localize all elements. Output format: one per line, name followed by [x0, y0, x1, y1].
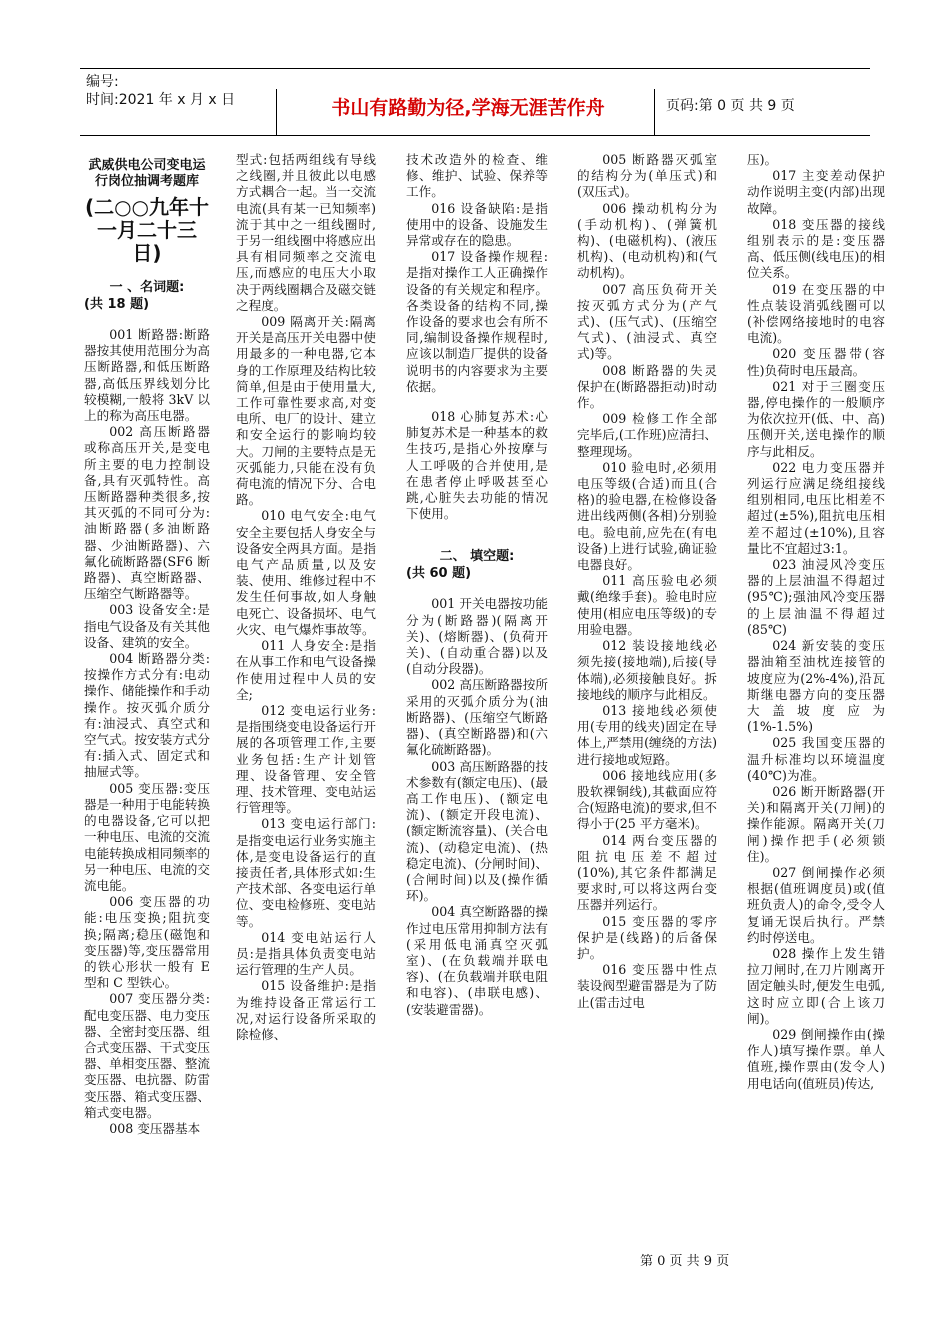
paragraph: 001 开关电器按功能分为(断路器)(隔离开关)、(熔断器)、(负荷开关)、(自动重合器)以及(自动分段器)。: [406, 596, 548, 677]
header-divider: [654, 89, 655, 135]
paragraph: 012 装设接地线必须先接(接地端),后接(导体端),必须接触良好。拆接地线的顺序与此相反。: [577, 638, 717, 702]
paragraph: 025 我国变压器的温升标准均以环境温度(40℃)为准。: [747, 735, 885, 783]
paragraph: 009 隔离开关:隔离开关是高压开关电器中使用最多的一种电器,它本身的工作原理及结构比较简单,但是由于使用量大,工作可靠性要求高,对变电所、电厂的设计、建立和安全运行的影响均较大。刀闸的主要特点是无灭弧能力,只能在没有负荷电流的情况下分、合电路。: [236, 314, 376, 508]
header-motto: 书山有路勤为径,学海无涯苦作舟: [331, 97, 605, 119]
paragraph: 011 人身安全:是指在从事工作和电气设备操作使用过程中人员的安全;: [236, 638, 376, 702]
paragraph: 型式:包括两组线有导线之线圈,并且彼此以电感方式耦合一起。当一交流电流(具有某一已知频率)流于其中之一组线圈时,于另一组线圈中将感应出具有相同频率之交流电压,而感应的电压大小取决于两线圈耦合及磁交链之程度。: [236, 152, 376, 313]
paragraph: 017 主变差动保护动作说明主变(内部)出现故障。: [747, 168, 885, 216]
paragraph: 002 高压断路器或称高压开关,是变电所主要的电力控制设备,具有灭弧特性。高压断路器种类很多,按其灭弧的不同可分为:油断路器(多油断路器、少油断路器)、六氟化硫断路器(SF6 断路器)、真空断路器、压缩空气断路器等。: [84, 424, 210, 602]
paragraph: 017 设备操作规程:是指对操作工人正确操作设备的有关规定和程序。各类设备的结构不同,操作设备的要求也会有所不同,编制设备操作规程时,应该以制造厂提供的设备说明书的内容要求为主要依据。: [406, 249, 548, 394]
document-date-line: (二○○九年十一月二十三日): [84, 195, 210, 265]
paragraph: 压)。: [747, 152, 778, 167]
paragraph: 015 设备维护:是指为维持设备正常运行工况,对运行设备所采取的除检修、: [236, 978, 376, 1042]
section-2-heading: 二、 填空题:: [439, 549, 515, 565]
paragraph: 008 断路器的失灵保护在(断路器拒动)时动作。: [577, 362, 717, 411]
text-column-4: [577, 152, 717, 1232]
paragraph: 007 高压负荷开关按灭弧方式分为(产气式)、(压气式)、(压缩空气式)、(油浸式、真空式)等。: [577, 281, 717, 362]
paragraph: 013 变电运行部门:是指变电运行业务实施主体,是变电设备运行的直接责任者,具体形式如:生产技术部、各变电运行单位、变电检修班、变电站等。: [236, 816, 376, 929]
paragraph: 016 变压器中性点装设阀型避雷器是为了防止(雷击过电: [577, 962, 717, 1010]
paragraph: 018 变压器的接线组别表示的是:变压器高、低压侧(线电压)的相位关系。: [747, 216, 885, 281]
paragraph: 016 设备缺陷:是指使用中的设备、设施发生异常或存在的隐患。: [406, 200, 548, 249]
paragraph: 022 电力变压器并列运行应满足绕组接线组别相同,电压比相差不超过(±5%),阻抗电压相差不超过(±10%),且容量比不宜超过3:1。: [747, 459, 885, 556]
paragraph: 002 高压断路器按所采用的灭弧介质分为(油断路器)、(压缩空气断路器)、(真空断路器)和(六氟化硫断路器)。: [406, 677, 548, 758]
paragraph: 015 变压器的零序保护是(线路)的后备保护。: [577, 913, 717, 961]
paragraph: 005 断路器灭弧室的结构分为(单压式)和(双压式)。: [577, 152, 717, 200]
paragraph: 006 接地线应用(多股软裸铜线),其截面应符合(短路电流)的要求,但不得小于(25 平方毫米)。: [577, 767, 717, 832]
paragraph: 018 心肺复苏术:心肺复苏术是一种基本的救生技巧,是指心外按摩与人工呼吸的合并使用,是在患者停止呼吸甚至心跳,心脏失去功能的情况下使用。: [406, 409, 548, 522]
header-page-number: 页码:第 0 页 共 9 页: [666, 98, 795, 114]
paragraph: 005 变压器:变压器是一种用于电能转换的电器设备,它可以把一种电压、电流的交流电能转换成相同频率的另一种电压、电流的交流电能。: [84, 780, 210, 893]
text-column-3: [406, 152, 548, 1232]
paragraph: 009 检修工作全部完毕后,(工作班)应清扫、整理现场。: [577, 411, 717, 459]
paragraph: 028 操作上发生错拉刀闸时,在刀片刚离开固定触头时,便发生电弧,这时应立即(合上该刀闸)。: [747, 945, 885, 1026]
paragraph: 技术改造外的检查、维修、维护、试验、保养等工作。: [406, 152, 548, 200]
section-2-count: (共 60 题): [406, 566, 472, 582]
text-column-2: [236, 152, 376, 1232]
header-divider: [276, 89, 277, 135]
paragraph: 001 断路器:断路器按其使用范围分为高压断路器,和低压断路器,高低压界线划分比较模糊,一般将 3kV 以上的称为高压电器。: [84, 327, 210, 424]
text-column-1: [84, 152, 210, 1232]
paragraph: 012 变电运行业务:是指围绕变电设备运行开展的各项管理工作,主要业务包括:生产计划管理、设备管理、安全管理、技术管理、变电站运行管理等。: [236, 702, 376, 816]
paragraph: 027 倒闸操作必须根据(值班调度员)或(值班负责人)的命令,受令人复诵无误后执行。严禁约时停送电。: [747, 864, 885, 945]
paragraph: 003 高压断路器的技术参数有(额定电压)、(最高工作电压)、(额定电流)、(额定开段电流)、(额定断流容量)、(关合电流)、(动稳定电流)、(热稳定电流)、(分闸时间)、(合闸时间)以及(操作循环)。: [406, 758, 548, 904]
paragraph: 006 变压器的功能:电压变换;阻抗变换;隔离;稳压(磁饱和变压器)等,变压器常用的铁心形状一般有 E 型和 C 型铁心。: [84, 894, 210, 991]
paragraph: 020 变压器带(容性)负荷时电压最高。: [747, 346, 885, 378]
paragraph: 014 变电站运行人员:是指具体负责变电站运行管理的生产人员。: [236, 929, 376, 978]
section-1-count: (共 18 题): [84, 297, 150, 312]
text-column-5: [747, 152, 885, 1232]
section-1-heading: 一 、名词题:: [109, 280, 185, 295]
paragraph: 003 设备安全:是指电气设备及有关其他设备、建筑的安全。: [84, 602, 210, 650]
paragraph: 019 在变压器的中性点装设消弧线圈可以(补偿网络接地时的电容电流)。: [747, 281, 885, 346]
paragraph: 011 高压验电必须戴(绝缘手套)。验电时应使用(相应电压等级)的专用验电器。: [577, 573, 717, 637]
paragraph: 010 电气安全:电气安全主要包括人身安全与设备安全两具方面。是指电气产品质量,以及安装、使用、维修过程中不发生任何事故,如人身触电死亡、设备损坏、电气火灾、电气爆炸事故等。: [236, 508, 376, 637]
paragraph: 007 变压器分类:配电变压器、电力变压器、全密封变压器、组合式变压器、干式变压器、单相变压器、整流变压器、电抗器、防雷变压器、箱式变压器、箱式变电器。: [84, 991, 210, 1120]
paragraph: 004 真空断路器的操作过电压常用抑制方法有(采用低电涌真空灭弧室)、(在负载端并联电容)、(在负载端并联电阻和电容)、(串联电感)、(安装避雷器)。: [406, 904, 548, 1017]
paragraph: 010 验电时,必须用电压等级(合适)而且(合格)的验电器,在检修设备进出线两侧(各相)分别验电。验电前,应先在(有电设备)上进行试验,确证验电器良好。: [577, 459, 717, 573]
footer-page-number: 第 0 页 共 9 页: [640, 1254, 730, 1269]
paragraph: 021 对于三圈变压器,停电操作的一般顺序为依次拉开(低、中、高)压侧开关,送电操作的顺序与此相反。: [747, 378, 885, 459]
document-number-label: 编号:: [86, 74, 119, 90]
paragraph: 013 接地线必须使用(专用的线夹)固定在导体上,严禁用(缠绕的方法)进行接地或短路。: [577, 702, 717, 767]
paragraph: 024 新安装的变压器油箱至油枕连接管的坡度应为(2%-4%),沿瓦斯继电器方向的变压器大盖坡度应为(1%-1.5%): [747, 638, 885, 735]
paragraph: 004 断路器分类:按操作方式分有:电动操作、储能操作和手动操作。按灭弧介质分有:油浸式、真空式和空气式。按安装方式分有:插入式、固定式和抽屉式等。: [84, 651, 210, 780]
paragraph: 029 倒闸操作由(操作人)填写操作票。单人值班,操作票由(发令人)用电话向(值班员)传达,: [747, 1026, 885, 1091]
paragraph: 008 变压器基本: [109, 1120, 201, 1136]
paragraph: 026 断开断路器(开关)和隔离开关(刀闸)的操作能源。隔离开关(刀闸)操作把手(必须锁住)。: [747, 783, 885, 864]
document-title: 武威供电公司变电运行岗位抽调考题库: [88, 158, 206, 189]
page-header: [80, 68, 870, 136]
paragraph: 014 两台变压器的阻抗电压差不超过(10%),其它条件都满足要求时,可以将这两台变压器并列运行。: [577, 832, 717, 913]
paragraph: 006 操动机构分为(手动机构)、(弹簧机构)、(电磁机构)、(液压机构)、(电动机构)和(气动机构)。: [577, 200, 717, 281]
document-date-label: 时间:2021 年 x 月 x 日: [86, 92, 236, 108]
paragraph: 023 油浸风冷变压器的上层油温不得超过(95℃);强油风冷变压器的上层油温不得超过(85℃): [747, 557, 885, 637]
